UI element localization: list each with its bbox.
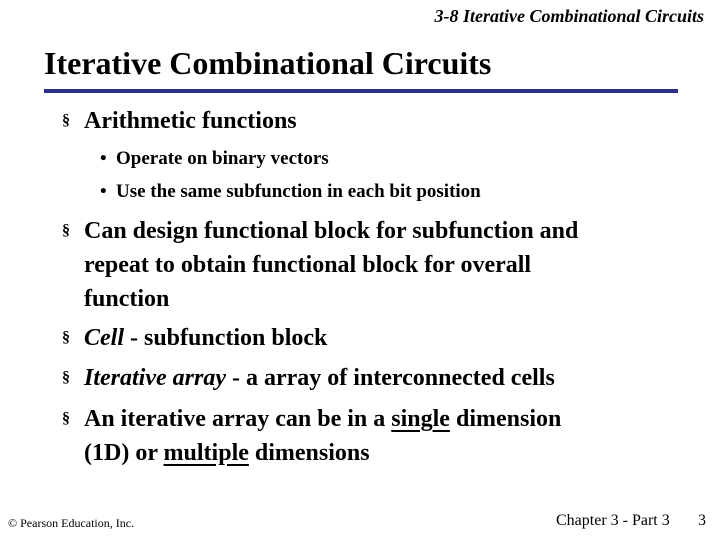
- text-segment: An iterative array can be in a: [84, 406, 392, 432]
- text-segment: (1D) or: [84, 440, 164, 466]
- definition-text: - a array of interconnected cells: [225, 365, 555, 391]
- sub-bullet-text: Operate on binary vectors: [116, 148, 329, 169]
- text-segment: dimension: [449, 406, 562, 432]
- underlined-single: single: [391, 406, 450, 432]
- section-header: 3-8 Iterative Combinational Circuits: [434, 6, 704, 26]
- bullet-line: function: [84, 286, 170, 312]
- sub-bullet-marker: •: [100, 181, 107, 202]
- text-segment: dimensions: [248, 440, 370, 466]
- slide-title: Iterative Combinational Circuits: [44, 45, 492, 81]
- bullet-marker: §: [62, 329, 70, 346]
- definition-text: - subfunction block: [124, 325, 328, 351]
- bullet-marker: §: [62, 112, 70, 129]
- sub-bullet-same-subfunction: [100, 176, 481, 208]
- term-cell: Cell: [84, 325, 124, 351]
- bullet-marker: §: [62, 410, 70, 427]
- title-rule: [44, 89, 678, 93]
- term-iterative-array: Iterative array: [84, 365, 226, 391]
- sub-bullet-binary-vectors: [100, 143, 329, 175]
- bullet-marker: §: [62, 222, 70, 239]
- bullet-text: [84, 321, 704, 355]
- sub-bullet-marker: •: [100, 148, 107, 169]
- footer-copyright: © Pearson Education, Inc.: [8, 516, 135, 530]
- bullet-line: repeat to obtain functional block for overall: [84, 252, 532, 278]
- bullet-text: Arithmetic functions: [84, 108, 297, 134]
- underlined-multiple: multiple: [163, 440, 249, 466]
- bullet-text: [84, 361, 704, 395]
- footer-page-number: 3: [698, 512, 706, 529]
- bullet-text: [84, 214, 704, 316]
- bullet-marker: §: [62, 369, 70, 386]
- sub-bullet-text: Use the same subfunction in each bit position: [116, 181, 481, 202]
- footer-chapter: Chapter 3 - Part 3: [556, 512, 670, 529]
- bullet-line: Can design functional block for subfunction and: [84, 218, 579, 244]
- bullet-text: [84, 402, 704, 470]
